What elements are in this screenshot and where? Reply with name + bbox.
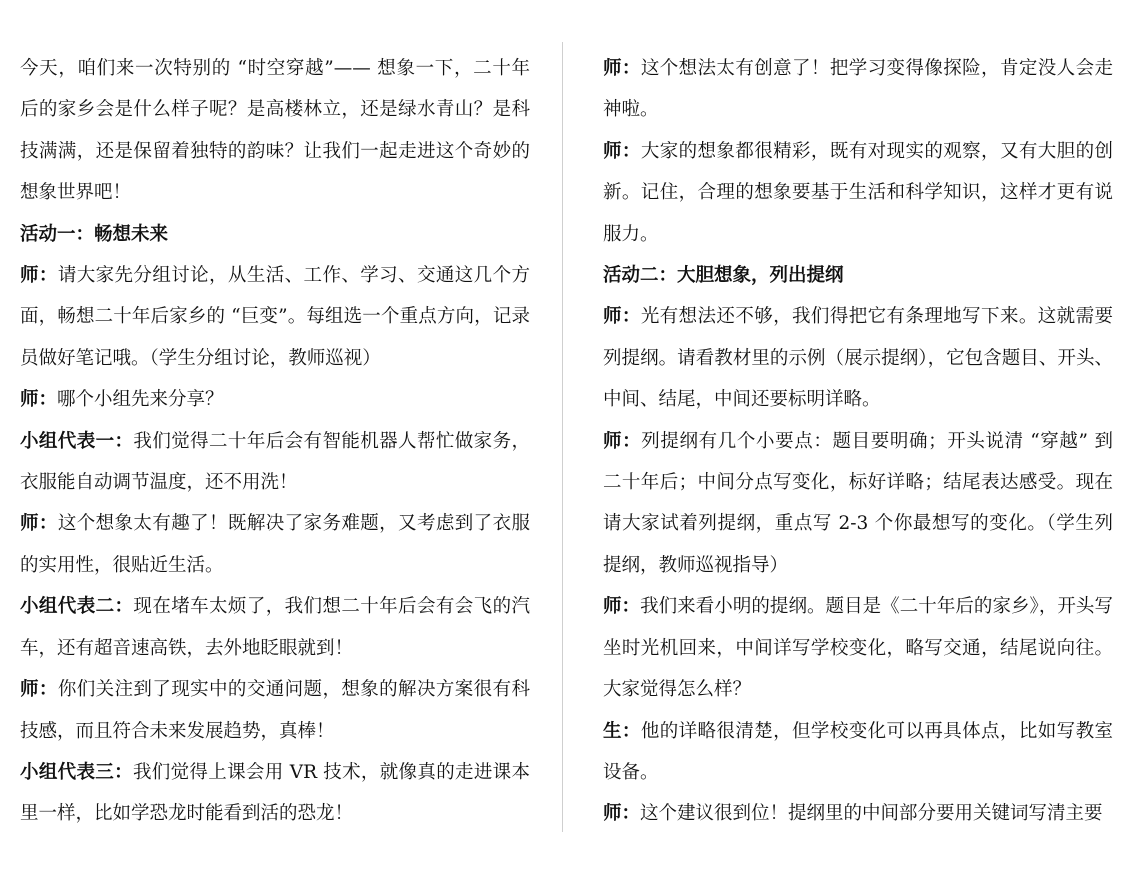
speaker-label: 师：: [20, 265, 58, 287]
dialogue-text: 你们关注到了现实中的交通问题，想象的解决方案很有科技感，而且符合未来发展趋势，真棒！: [20, 679, 530, 742]
dialogue-text: 我们来看小明的提纲。题目是《二十年后的家乡》，开头写坐时光机回来，中间详写学校变化，略写交通，结尾说向往。大家觉得怎么样？: [603, 596, 1113, 701]
paragraph-text: 今天，咱们来一次特别的 “时空穿越”—— 想象一下，二十年后的家乡会是什么样子呢？是高楼林立，还是绿水青山？是科技满满，还是保留着独特的韵味？让我们一起走进这个奇妙的想象世界吧！: [20, 58, 530, 204]
dialogue-line: [603, 711, 1113, 794]
dialogue-text: 他的详略很清楚，但学校变化可以再具体点，比如写教室设备。: [603, 720, 1113, 783]
speaker-label: 师：: [20, 679, 58, 701]
dialogue-text: 光有想法还不够，我们得把它有条理地写下来。这就需要列提纲。请看教材里的示例（展示提纲），它包含题目、开头、中间、结尾，中间还要标明详略。: [603, 306, 1113, 411]
dialogue-text: 我们觉得上课会用 VR 技术，就像真的走进课本里一样，比如学恐龙时能看到活的恐龙！: [20, 761, 530, 825]
dialogue-text: 我们觉得二十年后会有智能机器人帮忙做家务，衣服能自动调节温度，还不用洗！: [20, 430, 530, 494]
dialogue-line: [603, 793, 1113, 834]
dialogue-line: [603, 48, 1113, 131]
column-divider: [562, 42, 563, 832]
speaker-label: 师：: [603, 140, 641, 162]
section-heading: [20, 214, 530, 255]
speaker-label: 师：: [603, 430, 642, 452]
dialogue-line: [20, 586, 530, 669]
dialogue-line: [603, 131, 1113, 255]
dialogue-line: [603, 421, 1113, 587]
dialogue-text: 请大家先分组讨论，从生活、工作、学习、交通这几个方面，畅想二十年后家乡的 “巨变”。每组选一个重点方向，记录员做好笔记哦。（学生分组讨论，教师巡视）: [20, 265, 530, 369]
speaker-label: 师：: [20, 389, 58, 411]
dialogue-text: 这个想法太有创意了！把学习变得像探险，肯定没人会走神啦。: [603, 58, 1113, 121]
heading-text: 活动二：大胆想象，列出提纲: [603, 265, 844, 287]
dialogue-line: [20, 255, 530, 379]
dialogue-line: [20, 421, 530, 504]
dialogue-text: 哪个小组先来分享？: [57, 389, 224, 411]
dialogue-text: 现在堵车太烦了，我们想二十年后会有会飞的汽车，还有超音速高铁，去外地眨眼就到！: [20, 596, 530, 659]
speaker-label: 师：: [603, 596, 641, 618]
dialogue-line: [20, 503, 530, 586]
dialogue-text: 这个建议很到位！提纲里的中间部分要用关键词写清主要: [640, 803, 1103, 825]
dialogue-text: 这个想象太有趣了！既解决了家务难题，又考虑到了衣服的实用性，很贴近生活。: [20, 513, 530, 576]
dialogue-line: [603, 586, 1113, 710]
dialogue-text: 大家的想象都很精彩，既有对现实的观察，又有大胆的创新。记住，合理的想象要基于生活和科学知识，这样才更有说服力。: [603, 140, 1113, 245]
speaker-label: 小组代表二：: [20, 596, 134, 618]
dialogue-line: [20, 379, 530, 420]
dialogue-line: [603, 296, 1113, 420]
left-column: [20, 48, 530, 835]
speaker-label: 师：: [603, 306, 641, 328]
speaker-label: 师：: [20, 513, 58, 535]
speaker-label: 生：: [603, 720, 641, 742]
speaker-label: 小组代表一：: [20, 430, 134, 452]
speaker-label: 师：: [603, 803, 641, 825]
dialogue-line: [20, 752, 530, 835]
heading-text: 活动一：畅想未来: [20, 223, 169, 245]
dialogue-line: [20, 669, 530, 752]
dialogue-text: 列提纲有几个小要点：题目要明确；开头说清 “穿越” 到二十年后；中间分点写变化，标好详略；结尾表达感受。现在请大家试着列提纲，重点写 2-3 个你最想写的变化。（学生列提纲，教师巡视指导）: [603, 430, 1113, 576]
speaker-label: 小组代表三：: [20, 761, 133, 783]
speaker-label: 师：: [603, 58, 641, 79]
right-column: [603, 48, 1113, 835]
intro-paragraph: [20, 48, 530, 214]
section-heading: [603, 255, 1113, 296]
